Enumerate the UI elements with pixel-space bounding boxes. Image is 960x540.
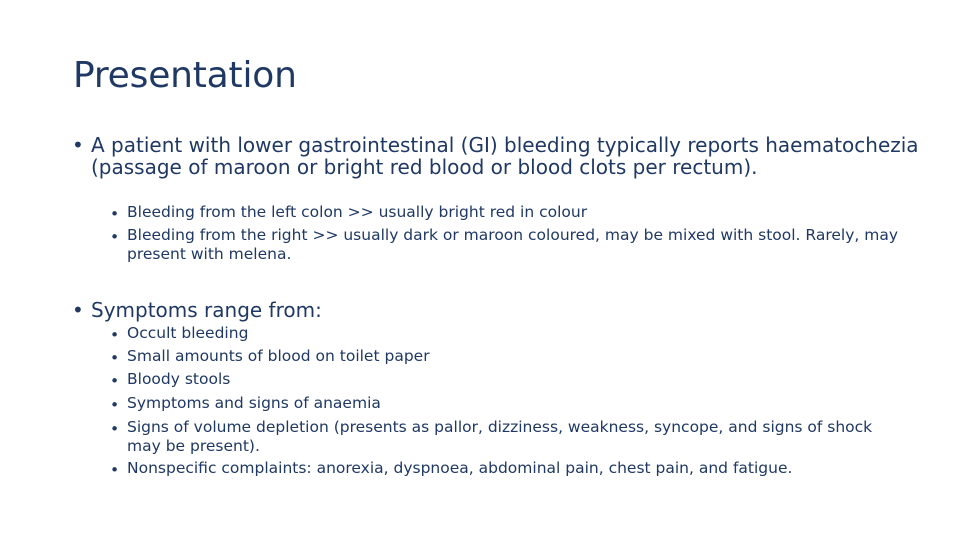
bullet-marker: •	[110, 326, 120, 344]
sub-bullet-right-colon	[110, 226, 907, 264]
bullet-lower-gi-bleeding	[72, 134, 921, 178]
bullet-marker: •	[72, 298, 84, 322]
sub-bullet-anaemia	[110, 394, 907, 413]
sub-bullet-nonspecific-complaints	[110, 459, 927, 478]
sub-bullet-text: Signs of volume depletion (presents as pallor, dizziness, weakness, syncope, and signs of shock may be present).	[127, 418, 873, 455]
sub-bullet-text: Bleeding from the right >> usually dark or maroon coloured, may be mixed with stool. Rarely, may present with melena.	[127, 226, 899, 263]
sub-bullet-text: Bleeding from the left colon >> usually bright red in colour	[127, 203, 588, 221]
sub-bullet-text: Bloody stools	[127, 370, 231, 388]
bullet-marker: •	[110, 228, 120, 246]
bullet-marker: •	[72, 133, 84, 157]
bullet-text: Symptoms range from:	[91, 298, 322, 322]
sub-bullet-volume-depletion	[110, 418, 907, 456]
slide-title: Presentation	[73, 55, 297, 96]
bullet-symptoms-range	[72, 299, 921, 321]
sub-bullet-text: Symptoms and signs of anaemia	[127, 394, 381, 412]
sub-bullet-toilet-paper	[110, 347, 907, 366]
sub-bullet-text: Occult bleeding	[127, 324, 249, 342]
bullet-marker: •	[110, 205, 120, 223]
bullet-text: A patient with lower gastrointestinal (GI) bleeding typically reports haematochezia (passage of maroon or bright red blood or blood clots per rectum).	[91, 133, 919, 179]
sub-bullet-text: Small amounts of blood on toilet paper	[127, 347, 430, 365]
sub-bullet-left-colon	[110, 203, 907, 222]
bullet-marker: •	[110, 372, 120, 390]
sub-bullet-text: Nonspecific complaints: anorexia, dyspnoea, abdominal pain, chest pain, and fatigue.	[127, 459, 793, 477]
bullet-marker: •	[110, 349, 120, 367]
bullet-marker: •	[110, 396, 120, 414]
sub-bullet-bloody-stools	[110, 370, 907, 389]
bullet-marker: •	[110, 420, 120, 438]
sub-bullet-occult-bleeding	[110, 324, 907, 343]
bullet-marker: •	[110, 461, 120, 479]
